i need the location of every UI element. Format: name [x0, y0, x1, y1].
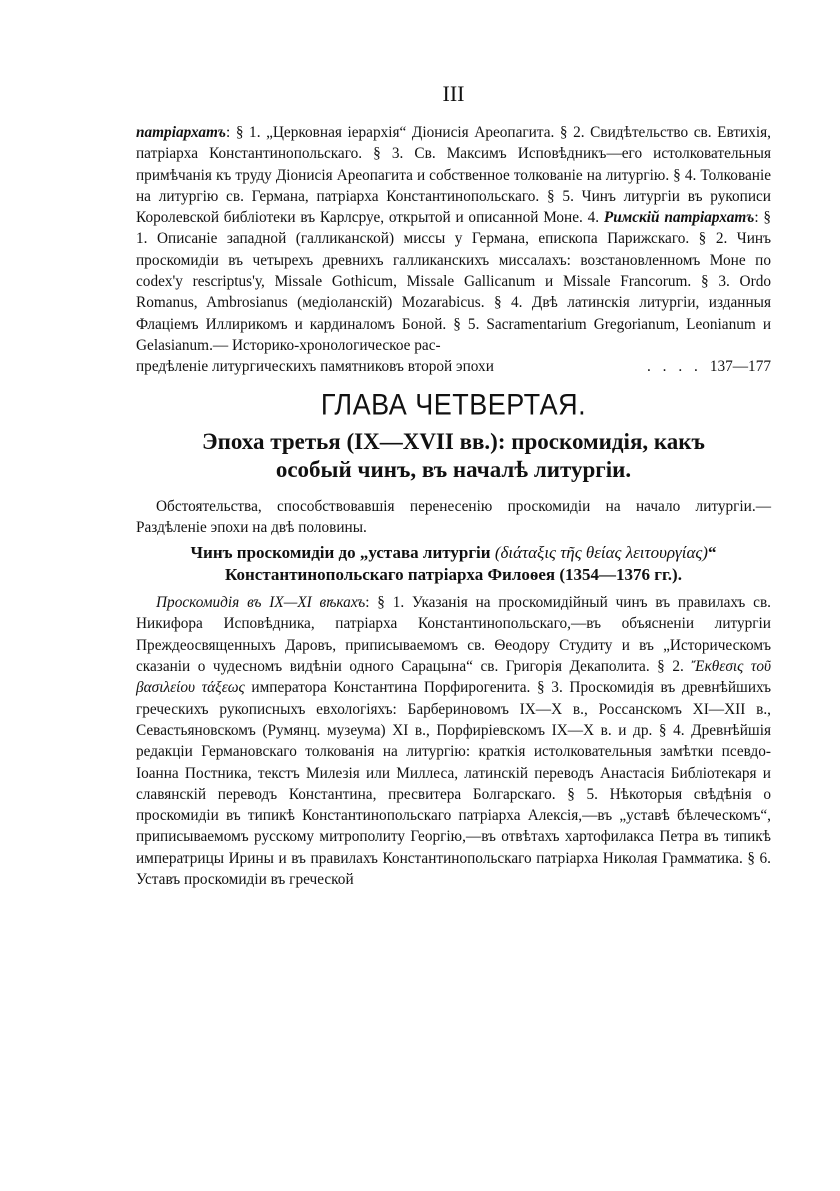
- epoch-title-line-1: Эпоха третья (IX—XVII вв.): проскомидія, какъ: [202, 428, 705, 454]
- epoch-title-line-2: особый чинъ, въ началѣ литургіи.: [275, 456, 632, 482]
- epoch-title: [136, 428, 771, 484]
- toc-roman-label: Римскій патріархатъ: [603, 209, 755, 227]
- toc-last-line: [136, 356, 771, 377]
- body-text-1: : § 1. Указанія на проскомидійный чинъ въ правилахъ св. Никифора Исповѣдника, патріарха Константинопольскаго,—въ объясненіи литургіи Преждеосвященныхъ Даровъ, приписываемомъ св. Ѳеодору Студиту и въ „Историческомъ сказаніи о чудесномъ видѣніи одного Сарацына“ св. Григорія Декаполита. § 2.: [136, 594, 771, 676]
- toc-page-range: 137—177: [709, 358, 771, 376]
- toc-last-line-text: предѣленіе литургическихъ памятниковъ второй эпохи: [136, 358, 494, 376]
- body-paragraph: [136, 592, 771, 890]
- toc-intro-lead: патріархатъ: [136, 124, 226, 141]
- book-page: [136, 80, 771, 1160]
- body-lead: Проскомидія въ IX—XI вѣкахъ: [156, 594, 366, 612]
- rite-title-part-a: Чинъ проскомидіи до „устава литургіи: [190, 543, 491, 563]
- page-number: III: [442, 81, 465, 106]
- body-greek-phrase: Ἔκθεσις τοῦ βασιλείου τάξεως: [136, 658, 771, 697]
- toc-dots: . . . .: [647, 358, 702, 376]
- rite-section-title: [136, 542, 771, 586]
- body-text-2: императора Константина Порфирогенита. § 3. Проскомидія въ древнѣйшихъ греческихъ рукописныхъ евхологіяхъ: Барбериновомъ IX—X в., Россанскомъ XI—XII в., Севастьяновскомъ (Румянц. музеума) XI в., Порфиріевскомъ IX—X в. и др. § 4. Древнѣйшія редакціи Германовскаго толкованія на литургію: краткія истолковательныя замѣтки псевдо-Іоанна Постника, текстъ Милезія или Миллеса, латинскій переводъ Анастасія Библіотекаря и славянскій переводъ Константина, пресвитера Болгарскаго. § 5. Нѣкоторыя свѣдѣнія о проскомидіи въ типикѣ Константинопольскаго патріарха Алексія,—въ „уставѣ бѣлеческомъ“, приписываемомъ русскому митрополиту Георгію,—въ отвѣтахъ хартофилакса Петра въ типикѣ императрицы Ирины и въ правилахъ Константинопольскаго патріарха Николая Грамматика. § 6. Уставъ проскомидіи въ греческой: [136, 679, 771, 889]
- chapter-circumstances: Обстоятельства, способствовавшія перенесенію проскомидіи на начало литургіи.—Раздѣленіе эпохи на двѣ половины.: [136, 497, 771, 536]
- toc-intro-paragraph: [136, 122, 771, 356]
- chapter-title: ГЛАВА ЧЕТВЕРТАЯ.: [320, 388, 587, 421]
- toc-intro-text-2: : § 1. Описаніе западной (галликанской) миссы у Германа, епископа Парижскаго. § 2. Чинъ проскомидіи въ четырехъ древнихъ галликанскихъ миссалахъ: возстановленномъ Моне по codex'у rescriptus'у, Missale Gothicum, Missale Gallicanum и Missale Francorum. § 3. Ordo Romanus, Ambrosianus (медіоланскій) Mozarabicus. § 4. Двѣ латинскія литургіи, изданныя Флаціемъ Иллирикомъ и кардиналомъ Боной. § 5. Sacramentarium Gregorianum, Leonianum и Gelasianum.— Историко-хронологическое рас-: [136, 209, 772, 354]
- rite-title-part-b: “ Константинопольскаго патріарха Филоѳея (1354—1376 гг.).: [225, 543, 717, 585]
- rite-title-greek: (διάταξις τῆς θείας λειτουργίας): [494, 543, 708, 563]
- toc-intro-text-1: : § 1. „Церковная іерархія“ Діонисія Ареопагита. § 2. Свидѣтельство св. Евтихія, патріарха Константинопольскаго. § 3. Св. Максимъ Исповѣдникъ—его истолковательныя примѣчанія къ труду Діонисія Ареопагита и собственное толкованіе на литургію. § 4. Толкованіе на литургію св. Германа, патріарха Константинопольскаго. § 5. Чинъ литургіи въ рукописи Королевской библіотеки въ Карлсруе, открытой и описанной Моне. 4.: [136, 124, 771, 227]
